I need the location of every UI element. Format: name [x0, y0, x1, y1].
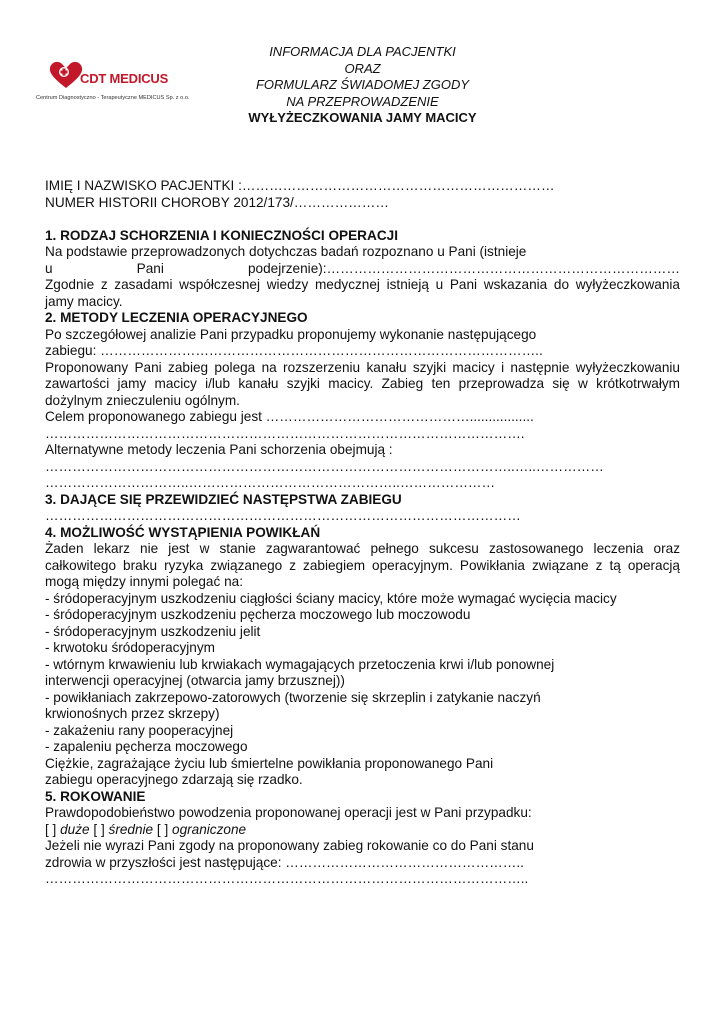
section-2-heading: 2. METODY LECZENIA OPERACYJNEGO — [45, 310, 308, 325]
complication-item: - krwotoku śródoperacyjnym — [45, 640, 215, 655]
prognosis-limited-checkbox[interactable]: [ ] — [156, 821, 169, 837]
section-4-closing-2: zabiegu operacyjnego zdarzają się rzadko. — [45, 772, 303, 787]
header-line-2: ORAZ — [344, 60, 381, 76]
prognosis-without-consent-field[interactable]: zdrowia w przyszłości jest następujące: …………………………………………….. — [45, 854, 524, 870]
section-2-line-1: Po szczegółowej analizie Pani przypadku proponujemy wykonanie następującego — [45, 326, 537, 342]
logo-subtitle: Centrum Diagnostyczno - Terapeutyczne MEDICUS Sp. z o.o. — [36, 95, 190, 101]
section-4-paragraph: Żaden lekarz nie jest w stanie zagwarantować pełnego sukcesu zastosowanego leczenia oraz całkowitego braku ryzyka związanego z zabiegiem operacyjnym. Powikłania związane z tą operacją mogą między innymi polegać na: — [45, 541, 680, 589]
procedure-goal-field[interactable]: Celem proponowanego zabiegu jest ………………………………………................. — [45, 409, 534, 424]
prognosis-limited-label: ograniczone — [172, 821, 247, 837]
consequences-field[interactable]: …………………………………………………………………………………………… — [45, 508, 521, 523]
prognosis-medium-label: średnie — [108, 821, 154, 837]
heart-logo-icon — [48, 60, 84, 90]
procedure-field[interactable]: zabiegu: …………………………………………………………………………………….. — [45, 343, 543, 358]
word-u: u — [45, 260, 53, 276]
prognosis-good-label: duże — [60, 821, 90, 837]
prognosis-good-checkbox[interactable]: [ ] — [45, 821, 57, 837]
document-body — [45, 178, 680, 888]
section-4-closing-1: Ciężkie, zagrażające życiu lub śmiertelne powikłania proponowanego Pani — [45, 755, 494, 771]
diagnosis-field[interactable]: podejrzenie):…………………………………………………………………… — [247, 260, 680, 276]
complication-item: - wtórnym krwawieniu lub krwiakach wymagających przetoczenia krwi i/lub ponownej — [45, 656, 555, 672]
medical-record-field[interactable]: NUMER HISTORII CHOROBY 2012/173/………………… — [45, 194, 389, 210]
section-1-line-1 — [45, 244, 680, 261]
complication-item: - powikłaniach zakrzepowo-zatorowych (tworzenie się skrzeplin i zatykanie naczyń — [45, 689, 541, 705]
prognosis-options — [45, 822, 680, 839]
section-5-heading: 5. ROKOWANIE — [45, 788, 146, 804]
prognosis-medium-checkbox[interactable]: [ ] — [93, 821, 105, 837]
document-header — [175, 44, 550, 127]
section-4-heading: 4. MOŻLIWOŚĆ WYSTĄPIENIA POWIKŁAŃ — [45, 524, 321, 540]
alternatives-field-2[interactable]: …………………………..………………………………………..………………… — [45, 475, 496, 490]
word-pani: Pani — [136, 260, 164, 276]
header-line-5: WYŁYŻECZKOWANIA JAMY MACICY — [248, 110, 477, 125]
section-5-line-1: Prawdopodobieństwo powodzenia proponowanej operacji jest w Pani przypadku: — [45, 805, 532, 820]
procedure-goal-dots[interactable]: ……………………………………………………………………………………………. — [45, 425, 525, 441]
section-1-line-1-text: Na podstawie przeprowadzonych dotychczas badań rozpoznano u Pani (istnieje — [45, 244, 527, 259]
header-line-4: NA PRZEPROWADZENIE — [286, 93, 439, 109]
patient-name-field[interactable]: IMIĘ I NAZWISKO PACJENTKI :…………………………………………………………… — [45, 178, 555, 193]
section-1-heading: 1. RODZAJ SCHORZENIA I KONIECZNOŚCI OPERACJI — [45, 227, 398, 243]
section-3-heading: 3. DAJĄCE SIĘ PRZEWIDZIEĆ NASTĘPSTWA ZABIEGU — [45, 491, 402, 507]
logo-name: CDT MEDICUS — [80, 71, 169, 86]
complication-item: - zakażeniu rany pooperacyjnej — [45, 722, 234, 738]
complication-item: - śródoperacyjnym uszkodzeniu pęcherza moczowego lub moczowodu — [45, 607, 471, 622]
header-line-1: INFORMACJA DLA PACJENTKI — [269, 44, 456, 59]
prognosis-dots[interactable]: …………………………………………………………………………………………….. — [45, 871, 529, 886]
header-line-3: FORMULARZ ŚWIADOMEJ ZGODY — [255, 77, 470, 92]
section-2-paragraph: Proponowany Pani zabieg polega na rozszerzeniu kanału szyjki macicy i następnie wyłyżeczkowaniu zawartości jamy macicy i/lub kanału szyjki macicy. Zabieg ten przeprowadza się w krótkotrwałym dożylnym znieczuleniu ogólnym. — [45, 359, 680, 408]
complication-item: interwencji operacyjnej (otwarcia jamy brzusznej)) — [45, 673, 345, 688]
section-1-line-2[interactable] — [45, 261, 680, 278]
complication-item: krwionośnych przez skrzepy) — [45, 706, 220, 721]
alternatives-field-1[interactable]: …………………………………………………………………………………………..…..…………… — [45, 458, 604, 474]
complication-item: - zapaleniu pęcherza moczowego — [45, 739, 248, 754]
complication-item: - śródoperacyjnym uszkodzeniu jelit — [45, 623, 261, 639]
section-5-line-3: Jeżeli nie wyrazi Pani zgody na proponowany zabieg rokowanie co do Pani stanu — [45, 838, 534, 853]
alternatives-label: Alternatywne metody leczenia Pani schorzenia obejmują : — [45, 442, 393, 457]
clinic-logo — [34, 58, 190, 108]
section-1-paragraph-2: Zgodnie z zasadami współczesnej wiedzy medycznej istnieją u Pani wskazania do wyłyżeczkowania jamy macicy. — [45, 277, 680, 309]
complication-item: - śródoperacyjnym uszkodzeniu ciągłości ściany macicy, które może wymagać wycięcia macicy — [45, 590, 617, 606]
